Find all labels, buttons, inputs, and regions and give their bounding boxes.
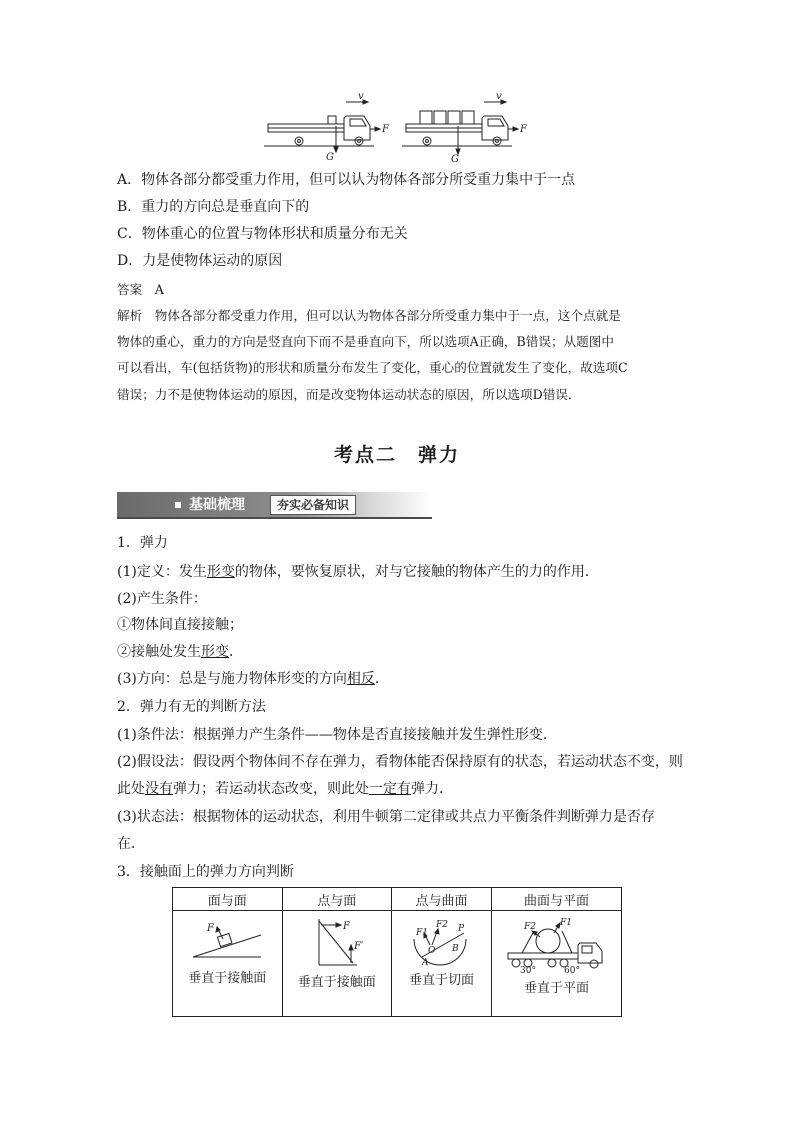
force-label-1: F bbox=[382, 124, 389, 135]
blank-none: 没有 bbox=[145, 781, 173, 797]
cell-surface-surface bbox=[173, 911, 283, 1017]
svg-text:F: F bbox=[342, 921, 350, 932]
definition-line: (1)定义：发生形变的物体，要恢复原状，对与它接触的物体产生的力的作用． bbox=[117, 564, 599, 580]
header-point-surface: 点与面 bbox=[282, 888, 392, 911]
gravity-label-2: G bbox=[451, 154, 459, 165]
velocity-label-2: v bbox=[496, 91, 502, 102]
cell-point-surface bbox=[282, 911, 392, 1017]
svg-text:F2: F2 bbox=[435, 920, 448, 930]
svg-text:F1: F1 bbox=[415, 928, 428, 938]
analysis-line-1: 解析 物体各部分都受重力作用，但可以认为物体各部分所受重力集中于一点，这个点就是 bbox=[117, 308, 621, 323]
caption-3: 垂直于切面 bbox=[408, 973, 474, 988]
condition-2: ②接触处发生形变． bbox=[117, 644, 243, 660]
method-1: (1)条件法：根据弹力产生条件——物体是否直接接触并发生弹性形变． bbox=[117, 727, 557, 743]
header-surface-surface: 面与面 bbox=[173, 888, 283, 911]
force-label-2: F bbox=[520, 124, 527, 135]
svg-text:F1: F1 bbox=[559, 918, 572, 928]
blank-exists: 一定有 bbox=[369, 781, 411, 797]
direction-line: (3)方向：总是与施力物体形变的方向相反． bbox=[117, 671, 389, 687]
svg-text:60°: 60° bbox=[563, 966, 580, 975]
svg-text:P: P bbox=[457, 924, 464, 934]
blank-opposite: 相反 bbox=[346, 671, 375, 687]
svg-text:B: B bbox=[451, 944, 459, 954]
svg-text:O: O bbox=[427, 946, 435, 956]
bullet-icon bbox=[175, 502, 181, 508]
option-a: A．物体各部分都受重力作用，但可以认为物体各部分所受重力集中于一点 bbox=[117, 172, 576, 188]
analysis-line-3: 可以看出，车(包括货物)的形状和质量分布发生了变化，重心的位置就发生了变化，故选项C bbox=[117, 360, 628, 375]
blank-deformation: 形变 bbox=[206, 564, 235, 580]
condition-heading: (2)产生条件： bbox=[117, 591, 207, 607]
heading-judgement: 2．弹力有无的判断方法 bbox=[117, 699, 266, 715]
method-2-line-2: 此处没有弹力；若运动状态改变，则此处一定有弹力． bbox=[117, 781, 453, 797]
section-title: 考点二 弹力 bbox=[333, 444, 460, 466]
truck-1 bbox=[264, 100, 380, 152]
method-3-line-2: 在． bbox=[117, 836, 145, 852]
gravity-label-1: G bbox=[326, 152, 334, 163]
analysis-line-4: 错误；力不是使物体运动的原因，而是改变物体运动状态的原因，所以选项D错误． bbox=[117, 387, 581, 402]
velocity-label-1: v bbox=[358, 91, 364, 102]
section-banner bbox=[117, 492, 432, 518]
option-c: C．物体重心的位置与物体形状和质量分布无关 bbox=[117, 226, 408, 242]
caption-4: 垂直于平面 bbox=[523, 981, 589, 996]
table-row bbox=[173, 911, 622, 1017]
method-3-line-1: (3)状态法：根据物体的运动状态，利用牛顿第二定律或共点力平衡条件判断弹力是否存 bbox=[117, 809, 655, 825]
table-header-row bbox=[173, 888, 622, 911]
method-2-line-1: (2)假设法：假设两个物体间不存在弹力，看物体能否保持原有的状态，若运动状态不变，则 bbox=[117, 754, 683, 770]
caption-2: 垂直于接触面 bbox=[297, 975, 376, 990]
header-point-curve: 点与曲面 bbox=[392, 888, 492, 911]
truck-2 bbox=[402, 100, 518, 154]
svg-text:30°: 30° bbox=[519, 966, 536, 975]
truck-cylinder-figure bbox=[502, 917, 612, 975]
heading-direction: 3．接触面上的弹力方向判断 bbox=[117, 864, 294, 880]
header-curve-plane: 曲面与平面 bbox=[492, 888, 622, 911]
truck-figure bbox=[262, 88, 532, 166]
answer: 答案 A bbox=[117, 282, 164, 297]
svg-text:F′: F′ bbox=[353, 941, 363, 952]
cell-point-curve bbox=[392, 911, 492, 1017]
caption-1: 垂直于接触面 bbox=[188, 971, 267, 986]
banner-sub-label: 夯实必备知识 bbox=[270, 495, 356, 515]
contact-direction-table bbox=[172, 887, 622, 1017]
cell-curve-plane bbox=[492, 911, 622, 1017]
condition-1: ①物体间直接接触； bbox=[117, 617, 243, 633]
heading-elastic-force: 1．弹力 bbox=[117, 535, 168, 551]
svg-text:A: A bbox=[421, 958, 428, 967]
option-d: D．力是使物体运动的原因 bbox=[117, 253, 283, 269]
blank-deformation-2: 形变 bbox=[201, 644, 229, 660]
analysis-line-2: 物体的重心，重力的方向是竖直向下而不是垂直向下，所以选项A正确，B错误；从题图中 bbox=[117, 334, 614, 349]
incline-block-figure bbox=[187, 917, 267, 965]
bowl-rod-figure bbox=[402, 917, 482, 967]
rod-wall-figure bbox=[297, 917, 377, 969]
option-b: B．重力的方向总是垂直向下的 bbox=[117, 199, 310, 215]
banner-main-label: 基础梳理 bbox=[189, 497, 245, 513]
svg-text:F: F bbox=[207, 923, 215, 934]
svg-text:F2: F2 bbox=[523, 922, 536, 932]
